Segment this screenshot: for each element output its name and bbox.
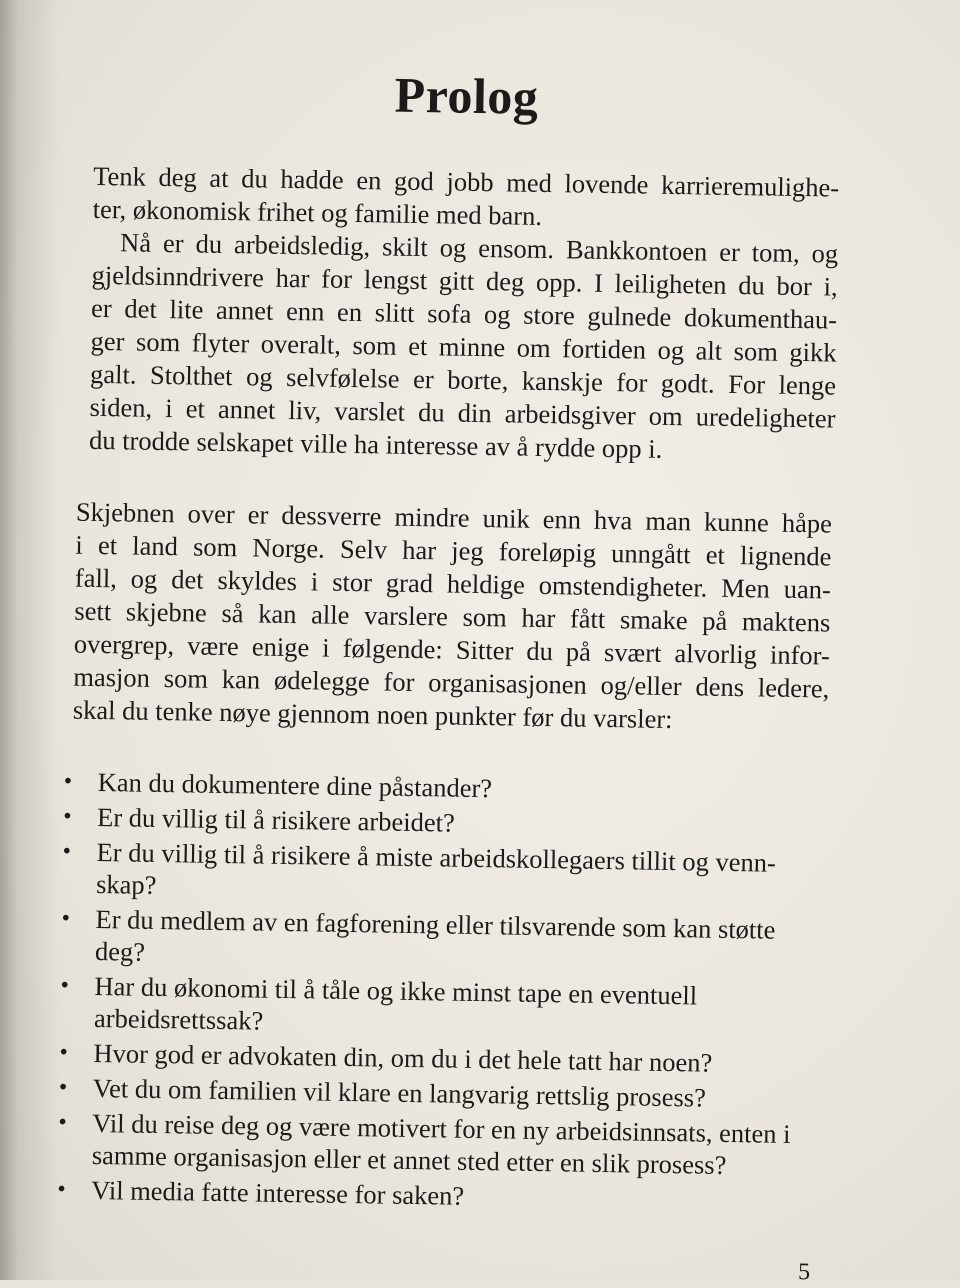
list-item-text: Er du villig til å risikere arbeidet? [96, 802, 455, 838]
text-line: i et land som Norge. Selv har jeg foreløpig unngått et lignende [75, 529, 832, 572]
bullet-icon: • [61, 905, 71, 932]
bullet-icon: • [58, 1109, 67, 1136]
text-line: sett skjebne så kan alle varslere som har fått smake på maktens [74, 595, 831, 638]
list-item-text: Hvor god er advokaten din, om du i det hele tatt har noen? [93, 1037, 713, 1078]
text-line: skal du tenke nøye gjennom noen punkter før du varsler: [72, 694, 673, 735]
chapter-title: Prolog [394, 66, 539, 125]
list-item-text: Vet du om familien vil klare en langvarig rettslig prosess? [92, 1072, 707, 1113]
text-line: gjeldsinndrivere har for lengst gitt deg opp. I leiligheten du bor i, [91, 259, 838, 302]
list-item-text: Er du medlem av en fagforening eller tilsvarende som kan støtte deg? [94, 903, 776, 967]
bullet-list [57, 765, 832, 1220]
text-line: fall, og det skyldes i stor grad heldige omstendigheter. Men uan- [74, 562, 832, 605]
list-item-text: Har du økonomi til å tåle og ikke minst tape en eventuell arbeidsrettssak? [93, 970, 698, 1036]
list-item-text: Vil media fatte interesse for saken? [91, 1174, 465, 1211]
list-item-text: Vil du reise deg og være motivert for en ny arbeidsinnsats, enten i samme organisasjon eller et annet sted etter en slik prosess? [91, 1107, 791, 1180]
bullet-icon: • [62, 838, 72, 865]
list-item [60, 969, 829, 1045]
text-line: er det lite annet enn en slitt sofa og store gulnede dokumenthau- [90, 292, 838, 335]
text-line: Nå er du arbeidsledig, skilt og ensom. Bankkontoen er tom, og [119, 227, 839, 269]
paragraph-1 [89, 160, 840, 469]
text-line: masjon som kan ødelegge for organisasjonen og/eller dens ledere, [73, 661, 830, 704]
text-line: du trodde selskapet ville ha interesse av å rydde opp i. [88, 424, 663, 464]
bullet-icon: • [59, 1039, 69, 1066]
text-line: Skjebnen over er dessverre mindre unik enn hva man kunne håpe [75, 496, 833, 539]
text-line: ger som flyter overalt, som et minne om fortiden og alt som gikk [90, 325, 837, 368]
text-line: Tenk deg at du hadde en god jobb med lovende karrieremulighe- [93, 160, 840, 203]
bullet-icon: • [62, 803, 72, 830]
page-number: 5 [797, 1259, 811, 1286]
text-line: siden, i et annet liv, varslet du din arbeidsgiver om uredeligheter [89, 391, 836, 434]
bullet-icon: • [60, 972, 70, 999]
list-item-text: Er du villig til å risikere å miste arbeidskollegaers tillit og venn-skap? [95, 837, 777, 900]
list-item [61, 902, 830, 978]
list-item [62, 835, 831, 911]
list-item-text: Kan du dokumentere dine påstander? [97, 767, 493, 804]
bullet-icon: • [63, 768, 73, 795]
bullet-icon: • [57, 1176, 66, 1203]
text-line: galt. Stolthet og selvfølelse er borte, kanskje for godt. For lenge [89, 358, 837, 401]
text-line: overgrep, være enige i følgende: Sitter du på svært alvorlig infor- [73, 628, 831, 671]
text-line: ter, økonomisk frihet og familie med barn. [92, 193, 543, 231]
list-item [58, 1106, 827, 1182]
bullet-icon: • [58, 1074, 68, 1101]
paragraph-2 [73, 496, 833, 739]
